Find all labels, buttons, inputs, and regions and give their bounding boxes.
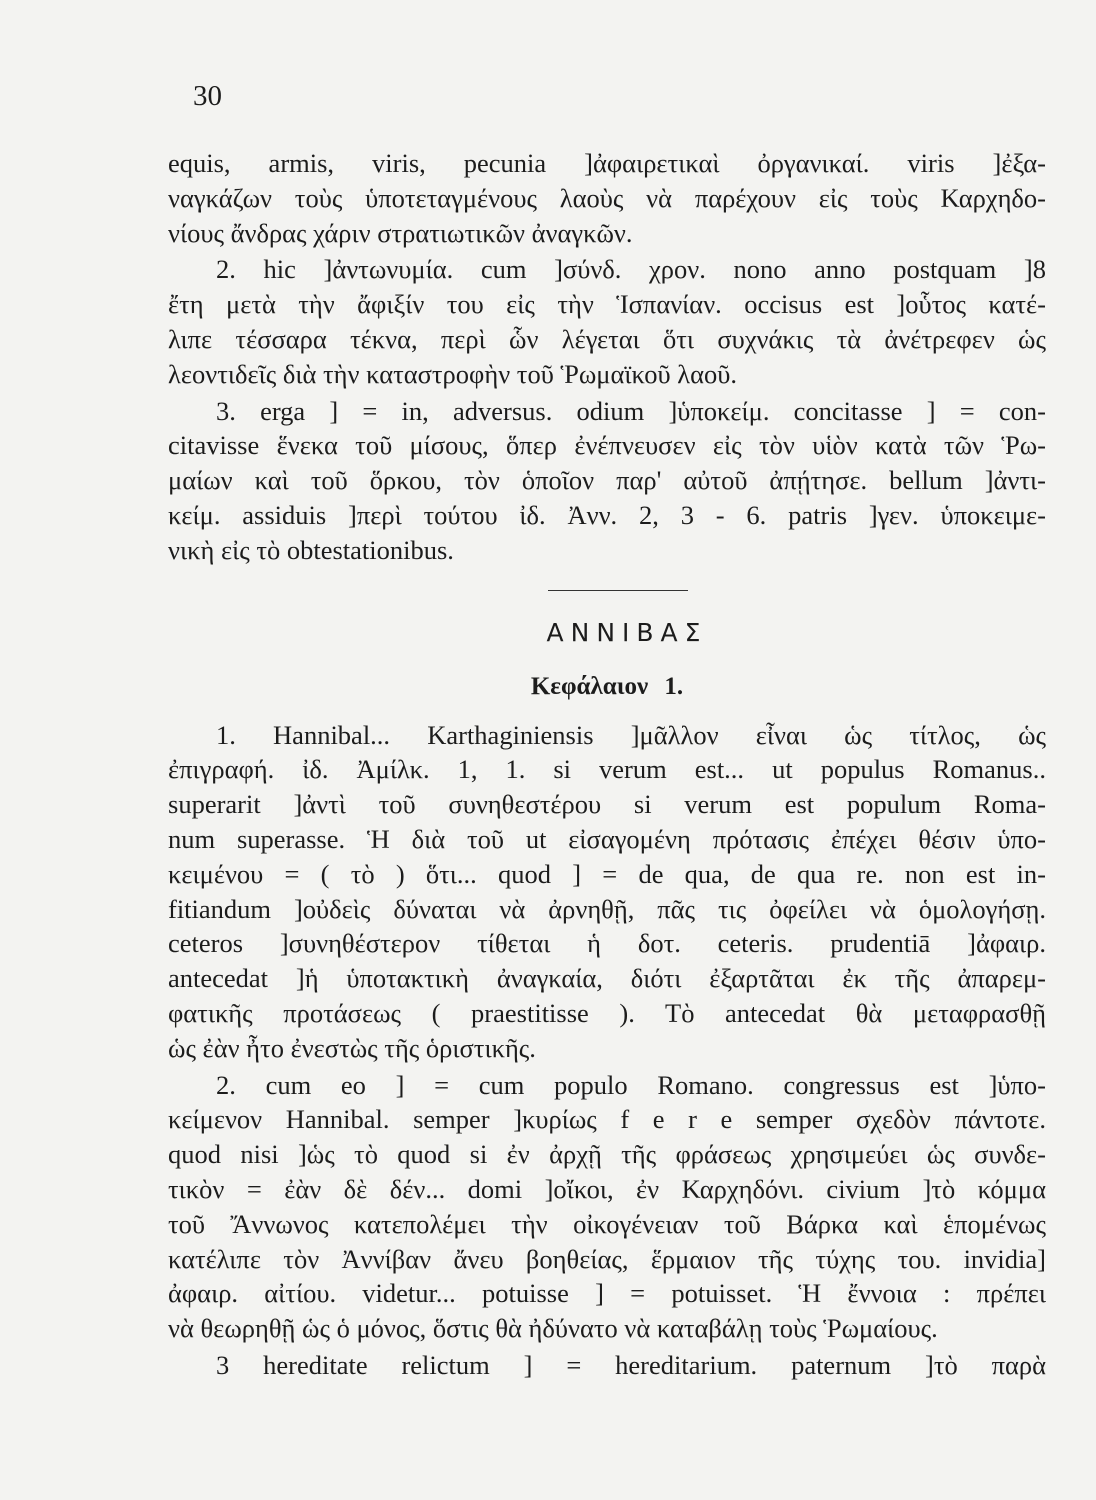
paragraph: [168, 1348, 1046, 1383]
text-line: τοῦ Ἄννωνος κατεπολέμει τὴν οἰκογένειαν τοῦ Βάρκα καὶ ἑπομένως: [168, 1208, 1046, 1239]
text-line: num superasse. Ἡ διὰ τοῦ ut εἰσαγομένη πρότασις ἐπέχει θέσιν ὑπο-: [168, 823, 1046, 854]
paragraph: [168, 1068, 1046, 1346]
text-line: λιπε τέσσαρα τέκνα, περὶ ὧν λέγεται ὅτι συχνάκις τὰ ἀνέτρεφεν ὡς: [168, 323, 1046, 354]
text-line: equis, armis, viris, pecunia ]ἀφαιρετικαὶ ὀργανικαί. viris ]ἐξα-: [168, 148, 1046, 178]
text-line: 1. Hannibal... Karthaginiensis ]μᾶλλον εἶναι ὡς τίτλος, ὡς: [216, 719, 1046, 750]
text-line: citavisse ἕνεκα τοῦ μίσους, ὅπερ ἐνέπνευσεν εἰς τὸν υἱὸν κατὰ τῶν Ῥω-: [168, 430, 1046, 461]
paragraph: [168, 394, 1046, 568]
text-line: νικὴ εἰς τὸ obtestationibus.: [168, 534, 454, 565]
text-line: νὰ θεωρηθῇ ὡς ὁ μόνος, ὅστις θὰ ἠδύνατο νὰ καταβάλῃ τοὺς Ῥωμαίους.: [168, 1313, 938, 1344]
text-line: τικὸν = ἐὰν δὲ δέν... domi ]οἴκοι, ἐν Καρχηδόνι. civium ]τὸ κόμμα: [168, 1173, 1046, 1204]
chapter-title: Κεφάλαιον 1.: [530, 672, 684, 700]
text-line: κατέλιπε τὸν Ἀννίβαν ἄνευ βοηθείας, ἕρμαιον τῆς τύχης του. invidia]: [168, 1243, 1046, 1274]
text-line: 2. hic ]ἀντωνυμία. cum ]σύνδ. χρον. nono anno postquam ]8: [216, 254, 1046, 285]
text-line: 3 hereditate relictum ] = hereditarium. paternum ]τὸ παρὰ: [216, 1349, 1046, 1380]
text-line: ὡς ἐὰν ἦτο ἐνεστὼς τῆς ὁριστικῆς.: [168, 1032, 536, 1063]
text-line: ἐπιγραφή. ἰδ. Ἀμίλκ. 1, 1. si verum est... ut populus Romanus..: [168, 754, 1046, 785]
section-title: ΑΝΝΙΒΑΣ: [546, 617, 708, 647]
text-line: κειμένου = ( τὸ ) ὅτι... quod ] = de qua, de qua re. non est in-: [168, 858, 1046, 889]
text-line: κείμενον Hannibal. semper ]κυρίως f e r e semper σχεδὸν πάντοτε.: [168, 1104, 1046, 1135]
text-line: superarit ]ἀντὶ τοῦ συνηθεστέρου si verum est populum Roma-: [168, 789, 1046, 820]
body-text: [168, 146, 1046, 1385]
paragraph: [168, 146, 1046, 250]
text-line: κείμ. assiduis ]περὶ τούτου ἰδ. Ἀνν. 2, 3 - 6. patris ]γεν. ὑποκειμε-: [168, 499, 1046, 530]
paragraph: [168, 718, 1046, 1066]
text-line: quod nisi ]ὡς τὸ quod si ἐν ἀρχῇ τῆς φράσεως χρησιμεύει ὡς συνδε-: [168, 1139, 1046, 1170]
text-line: antecedat ]ἡ ὑποτακτικὴ ἀναγκαία, διότι ἐξαρτᾶται ἐκ τῆς ἀπαρεμ-: [168, 963, 1046, 994]
text-line: fitiandum ]οὐδεὶς δύναται νὰ ἀρνηθῇ, πᾶς τις ὀφείλει νὰ ὁμολογήσῃ.: [168, 893, 1046, 924]
text-line: μαίων καὶ τοῦ ὅρκου, τὸν ὁποῖον παρ' αὐτοῦ ἀπῄτησε. bellum ]ἀντι-: [168, 465, 1046, 496]
text-line: ceteros ]συνηθέστερον τίθεται ἡ δοτ. ceteris. prudentiā ]ἀφαιρ.: [168, 928, 1046, 959]
text-line: λεοντιδεῖς διὰ τὴν καταστροφὴν τοῦ Ῥωμαϊκοῦ λαοῦ.: [168, 358, 737, 389]
text-line: φατικῆς προτάσεως ( praestitisse ). Τὸ antecedat θὰ μεταφρασθῇ: [168, 997, 1046, 1028]
text-line: ἀφαιρ. αἰτίου. videtur... potuisse ] = potuisset. Ἡ ἔννοια : πρέπει: [168, 1278, 1046, 1309]
commentary-after-section: [168, 718, 1046, 1385]
section-divider: [548, 590, 688, 591]
text-line: ναγκάζων τοὺς ὑποτεταγμένους λαοὺς νὰ παρέχουν εἰς τοὺς Καρχηδο-: [168, 182, 1046, 213]
text-line: ἔτη μετὰ τὴν ἄφιξίν του εἰς τὴν Ἱσπανίαν. occisus est ]οὗτος κατέ-: [168, 289, 1046, 320]
text-line: 3. erga ] = in, adversus. odium ]ὑποκείμ. concitasse ] = con-: [216, 395, 1046, 426]
text-line: νίους ἄνδρας χάριν στρατιωτικῶν ἀναγκῶν.: [168, 217, 633, 248]
page-number: 30: [193, 80, 222, 112]
commentary-before-section: [168, 146, 1046, 570]
paragraph: [168, 252, 1046, 391]
text-line: 2. cum eo ] = cum populo Romano. congressus est ]ὑπο-: [216, 1069, 1046, 1100]
